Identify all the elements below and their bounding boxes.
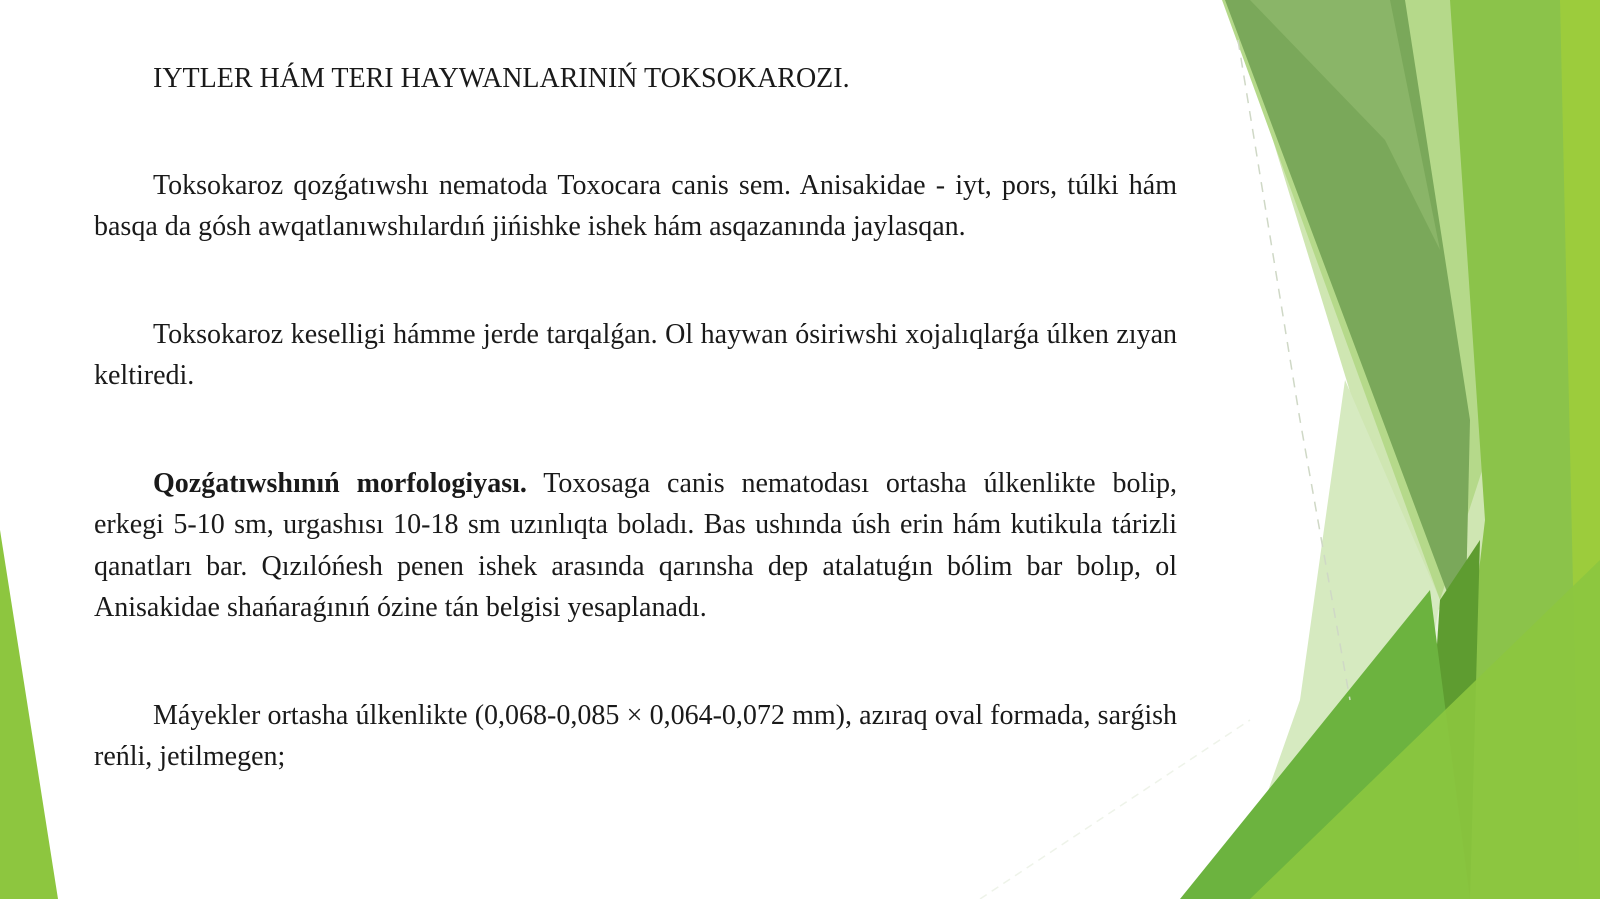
- paragraph-4: [94, 695, 1177, 778]
- slide-title: IYTLER HÁM TERI HAYWANLARINIŃ TOKSOKAROZI.: [153, 63, 850, 94]
- paragraph-1: [94, 165, 1177, 248]
- paragraph-3-text: Toxosaga canis nematodası ortasha úlkenlikte bolip, erkegi 5-10 sm, urgashısı 10-18 sm uzınlıqta boladı. Bas ushında úsh erin hám kutikula tárizli qanatları bar. Qızılóńesh penen ishek arasında qarınsha dep atalatuǵın bólim bar bolıp, ol Anisakidae shańaraǵınıń ózine tán belgisi yesaplanadı.: [94, 467, 1177, 623]
- paragraph-2-text: Toksokaroz keselligi hámme jerde tarqalǵan. Ol haywan ósiriwshi xojalıqlarǵa úlken zıyan keltiredi.: [94, 318, 1177, 391]
- paragraph-4-text: Máyekler ortasha úlkenlikte (0,068-0,085 × 0,064-0,072 mm), azıraq oval formada, sarǵish reńli, jetilmegen;: [94, 699, 1177, 772]
- slide-text: [94, 58, 1177, 778]
- paragraph-1-text: Toksokaroz qozǵatıwshı nematoda Toxocara canis sem. Anisakidae - iyt, pors, túlki hám basqa da gósh awqatlanıwshılardıń jińishke ishek hám asqazanında jaylasqan.: [94, 169, 1177, 242]
- paragraph-3: [94, 463, 1177, 629]
- paragraph-3-lead: Qozǵatıwshınıń morfologiyası.: [153, 467, 527, 499]
- paragraph-2: [94, 314, 1177, 397]
